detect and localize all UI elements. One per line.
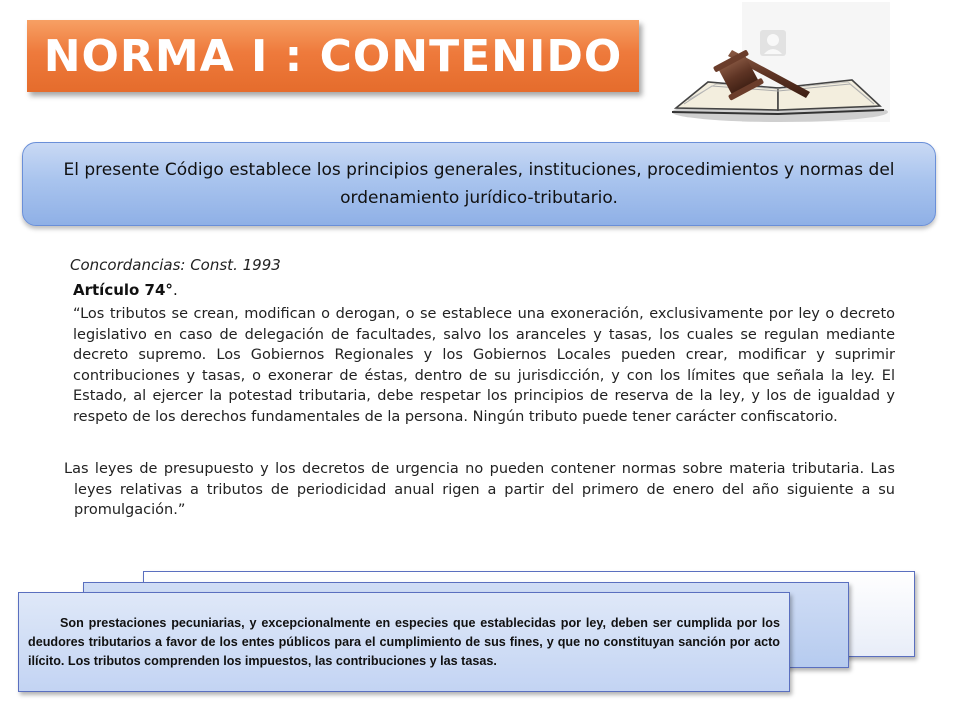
title-banner [27,20,639,92]
concordancias-label: Concordancias: Const. 1993 [70,256,281,274]
article-paragraph-1: “Los tributos se crean, modifican o derogan, o se establece una exoneración, exclusivamente por ley o decreto legislativo en caso de delegación de facultades, salvo los aranceles y tasas, los cuales se regulan mediante decreto supremo. Los Gobiernos Regionales y los Gobiernos Locales pueden crear, modificar y suprimir contribuciones y tasas, o exonerar de éstas, dentro de su jurisdicción, y con los límites que señala la ley. El Estado, al ejercer la potestad tributaria, debe respetar los principios de reserva de la ley, y los de igualdad y respeto de los derechos fundamentales de la persona. Ningún tributo puede tener carácter confiscatorio. [73,306,895,425]
intro-text: El presente Código establece los principios generales, instituciones, procedimientos y normas del ordenamiento jurídico-tributario. [63,160,895,208]
article-heading: Artículo 74°. [73,281,178,299]
definition-text: Son prestaciones pecuniarias, y excepcionalmente en especies que establecidas por ley, deben ser cumplida por los deudores tributarios a favor de los entes públicos para el cumplimiento de sus fines, y que no constituyan sanción por acto ilícito. Los tributos comprenden los impuestos, las contribuciones y las tasas. [28,615,780,668]
gavel-book-icon [662,0,892,130]
intro-box [22,142,936,226]
page-title: NORMA I : CONTENIDO [43,30,623,82]
article-paragraph-2: Las leyes de presupuesto y los decretos de urgencia no pueden contener normas sobre materia tributaria. Las leyes relativas a tributos de periodicidad anual rigen a partir del primero de enero del año siguiente a su promulgación.” [64,461,895,519]
article-title: Artículo 74° [73,281,173,299]
definition-box [18,592,790,692]
